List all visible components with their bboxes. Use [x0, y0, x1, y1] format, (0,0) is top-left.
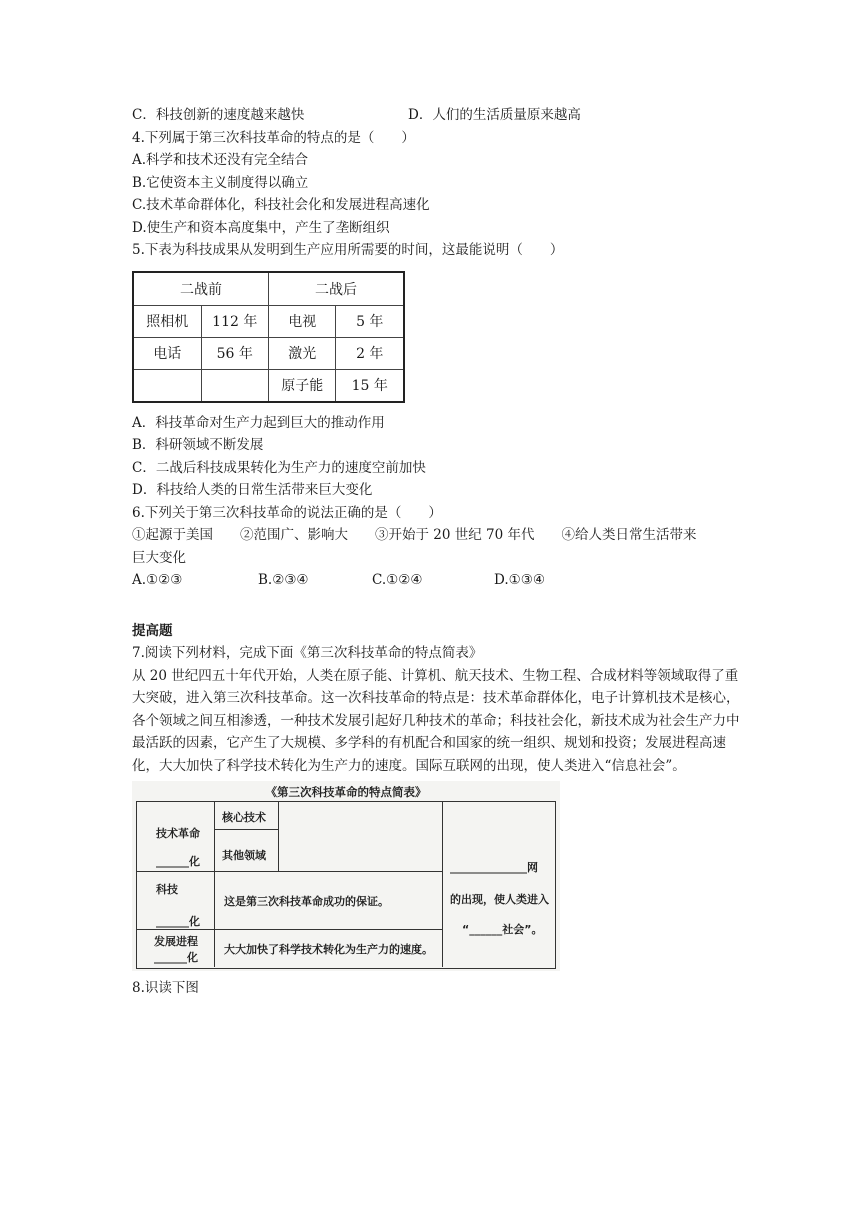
row-label-tech: 技术革命 — [156, 827, 200, 840]
q5-header-before-war: 二战前 — [133, 272, 269, 306]
q4-option-a: A.科学和技术还没有完全结合 — [132, 152, 309, 168]
q5-cell: 原子能 — [269, 369, 336, 402]
row-text-society: 这是第三次科技革命成功的保证。 — [224, 895, 389, 908]
q4-stem: 4.下列属于第三次科技革命的特点的是（ ） — [132, 129, 415, 146]
q5-cell: 电话 — [133, 337, 201, 369]
q4-option-d: D.使生产和资本高度集中，产生了垄断组织 — [132, 219, 390, 236]
q5-cell: 激光 — [269, 337, 336, 369]
q7-characteristics-table — [132, 781, 560, 971]
section-title: 提高题 — [132, 622, 173, 639]
q8-stem: 8.识读下图 — [132, 980, 199, 996]
row-label-progress: 发展进程 — [154, 935, 198, 948]
q6-options-row — [132, 569, 742, 592]
q6-stem: 6.下列关于第三次科技革命的说法正确的是（ ） — [132, 504, 442, 521]
col-divider — [278, 801, 279, 871]
q5-table-wrap — [132, 271, 742, 403]
q5-option-c: C．二战后科技成果转化为生产力的速度空前加快 — [132, 459, 426, 476]
row-label-society: 科技 — [156, 883, 178, 896]
q5-cell: 照相机 — [133, 305, 201, 337]
col-divider — [214, 801, 215, 967]
q3-options-row — [132, 104, 742, 127]
q6-option-a: A.①②③ — [132, 572, 183, 588]
right-text: 的出现，使人类进入 — [450, 893, 549, 906]
q5-header-after-war: 二战后 — [269, 272, 405, 306]
q4-option-c: C.技术革命群体化，科技社会化和发展进程高速化 — [132, 197, 430, 213]
q5-cell: 56 年 — [201, 337, 269, 369]
row-blank-tech: ______化 — [156, 855, 200, 868]
q5-option-b: B．科研领域不断发展 — [132, 437, 264, 453]
q7-table-title: 《第三次科技革命的特点简表》 — [265, 785, 427, 799]
col-divider — [442, 801, 443, 967]
row-text-progress: 大大加快了科学技术转化为生产力的速度。 — [224, 943, 433, 956]
q6-option-c: C.①②④ — [372, 572, 423, 588]
q5-cell: 电视 — [269, 305, 336, 337]
core-tech-label: 核心技术 — [222, 811, 266, 824]
q6-items-cont: 巨大变化 — [132, 549, 186, 566]
right-blank-net: ______________网 — [450, 861, 538, 874]
q5-cell: 2 年 — [336, 337, 404, 369]
q5-cell — [201, 369, 269, 402]
q5-table — [132, 271, 405, 403]
worksheet-page — [132, 104, 742, 1000]
q5-cell: 5 年 — [336, 305, 404, 337]
q6-option-b: B.②③④ — [258, 572, 309, 588]
q5-cell: 15 年 — [336, 369, 404, 402]
row-divider — [136, 929, 442, 930]
q3-option-c: C．科技创新的速度越来越快 — [132, 107, 305, 123]
q5-cell: 112 年 — [201, 305, 269, 337]
row-divider — [214, 829, 278, 830]
q6-items: ①起源于美国 ②范围广、影响大 ③开始于 20 世纪 70 年代 ④给人类日常生活带来 — [132, 527, 697, 543]
q5-stem: 5.下表为科技成果从发明到生产应用所需要的时间，这最能说明（ ） — [132, 242, 564, 258]
row-blank-progress: ______化 — [154, 951, 198, 964]
right-blank-society: “______社会”。 — [462, 923, 543, 936]
q5-cell — [133, 369, 201, 402]
other-fields-label: 其他领域 — [222, 849, 266, 862]
q5-option-a: A．科技革命对生产力起到巨大的推动作用 — [132, 414, 385, 431]
q7-stem: 7.阅读下列材料，完成下面《第三次科技革命的特点简表》 — [132, 645, 483, 661]
q7-material: 从 20 世纪四五十年代开始，人类在原子能、计算机、航天技术、生物工程、合成材料等领域取得了重大突破，进入第三次科技革命。这一次科技革命的特点是：技术革命群体化，电子计算机技术是核心，各个领域之间互相渗透，一种技术发展引起好几种技术的革命；科技社会化，新技术成为社会生产力中最活跃的因素，它产生了大规模、多学科的有机配合和国家的统一组织、规划和投资；发展进程高速化，大大加快了科学技术转化为生产力的速度。国际互联网的出现，使人类进入“信息社会”。 — [132, 667, 740, 774]
row-blank-society: ______化 — [156, 915, 200, 928]
q4-option-b: B.它使资本主义制度得以确立 — [132, 174, 309, 191]
row-divider — [136, 871, 442, 872]
q3-option-d: D．人们的生活质量原来越高 — [408, 107, 581, 123]
q6-option-d: D.①③④ — [494, 572, 545, 588]
q5-option-d: D．科技给人类的日常生活带来巨大变化 — [132, 482, 373, 498]
